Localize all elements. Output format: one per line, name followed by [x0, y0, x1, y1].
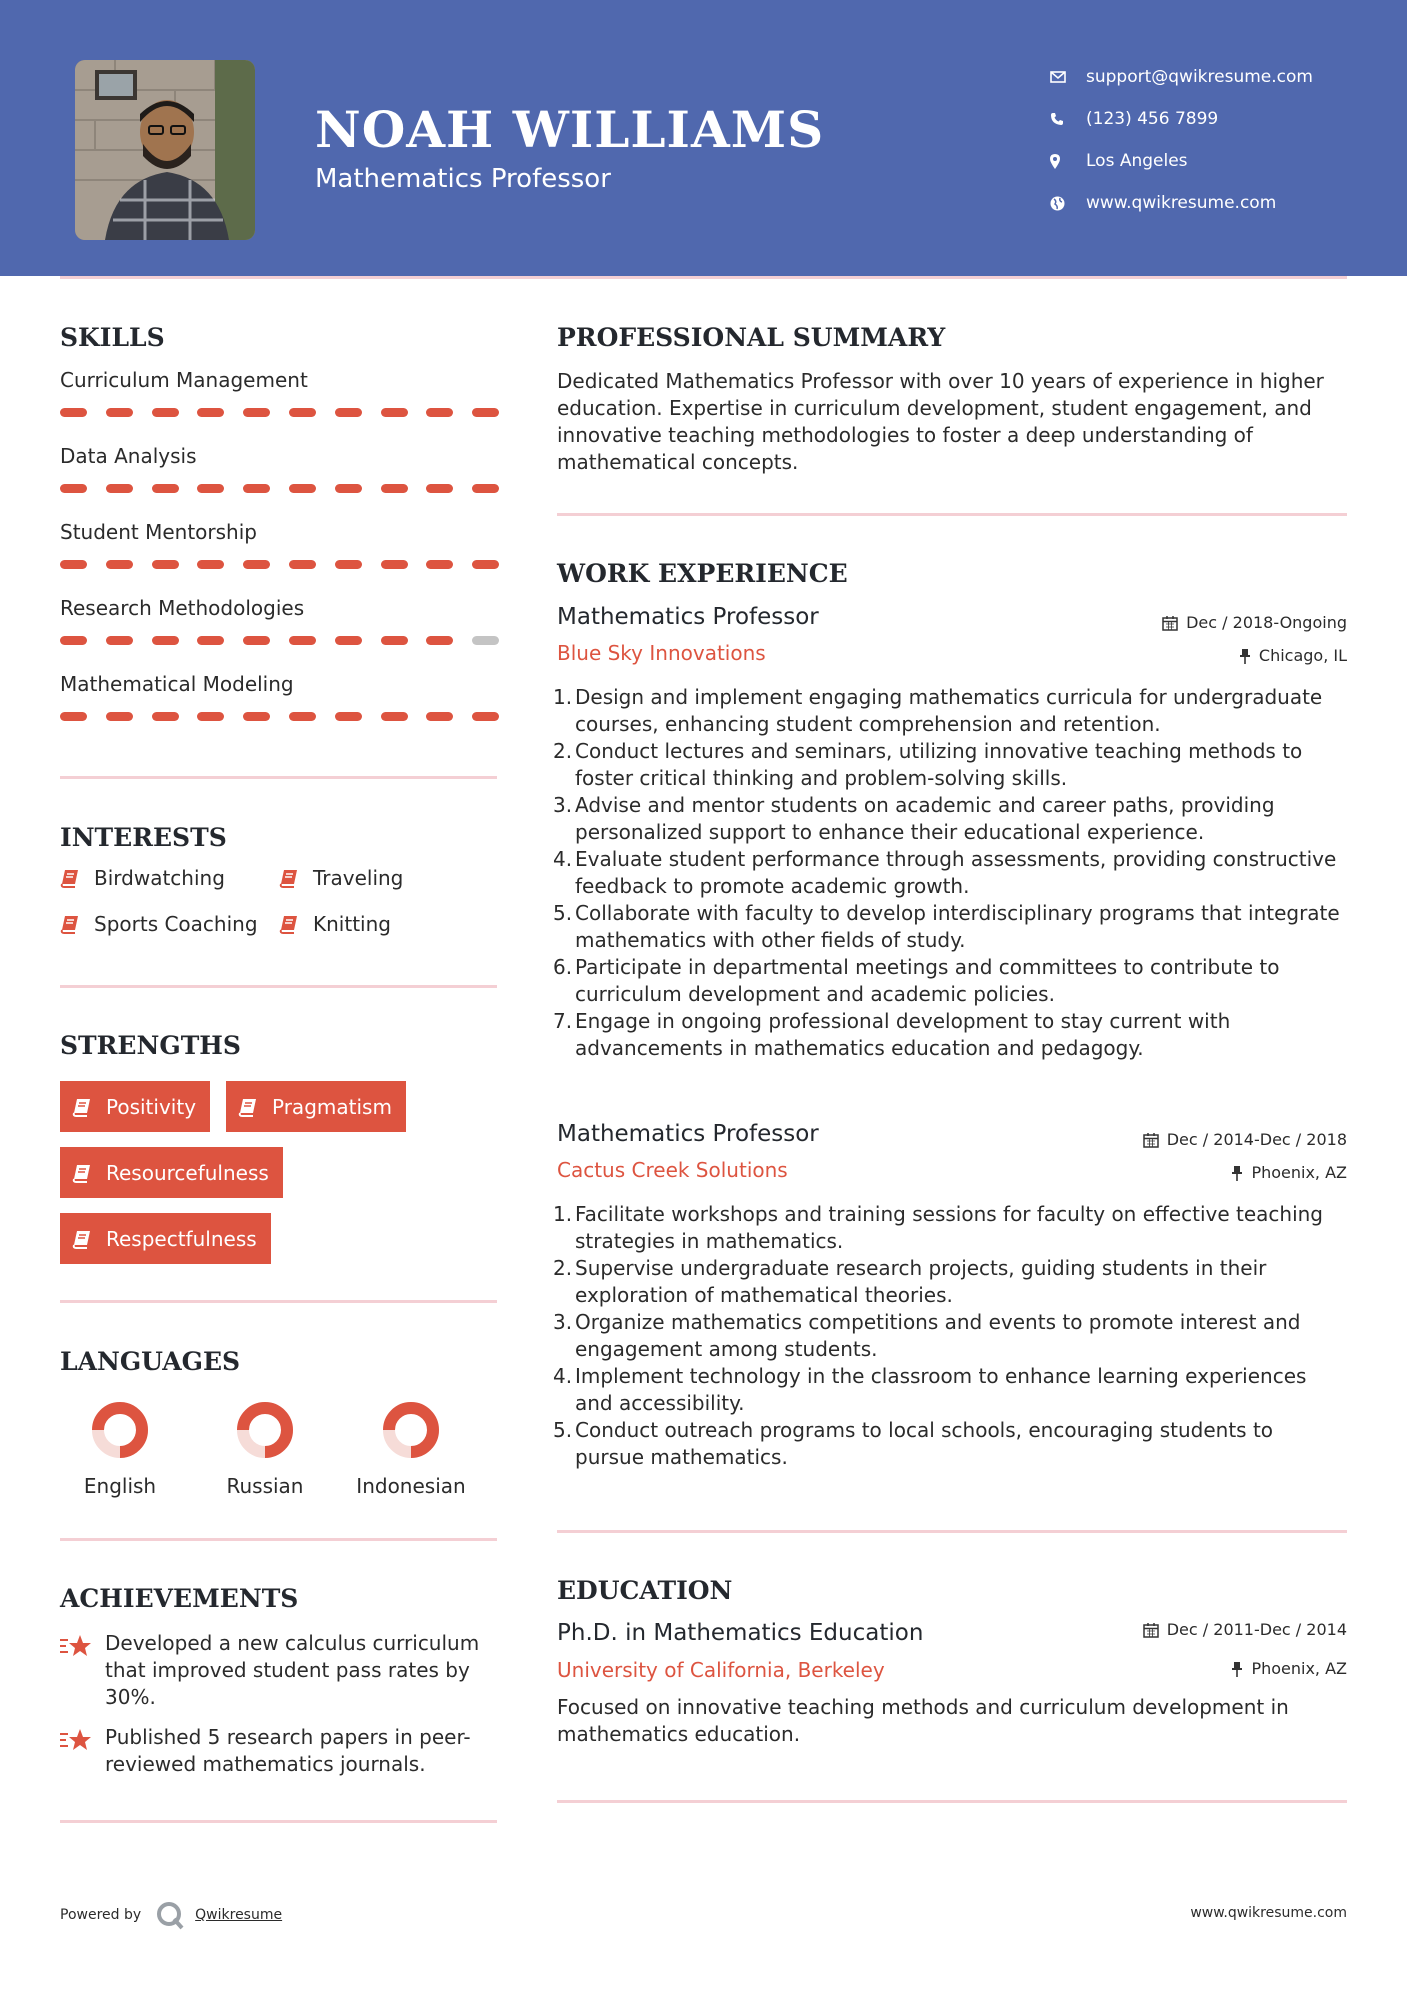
- skill-dash-filled: [335, 560, 362, 569]
- star-icon: [60, 1630, 105, 1711]
- contact-email[interactable]: [1050, 56, 1313, 98]
- contact-phone[interactable]: [1050, 98, 1313, 140]
- skill-dash-filled: [426, 560, 453, 569]
- skill-dash-filled: [60, 636, 87, 645]
- skill-dash-filled: [106, 712, 133, 721]
- language-level-ring: [88, 1398, 152, 1462]
- contact-location: [1050, 140, 1313, 182]
- contact-location-text: Los Angeles: [1086, 151, 1188, 171]
- list-item: Collaborate with faculty to develop interdisciplinary programs that integrate mathematics with other fields of study.: [575, 901, 1340, 952]
- skill-dash-filled: [289, 560, 316, 569]
- skill-dash-filled: [243, 408, 270, 417]
- skill-dash-filled: [243, 560, 270, 569]
- interest-item: [279, 912, 391, 936]
- skill-name: Mathematical Modeling: [60, 672, 294, 696]
- achievement-text: Published 5 research papers in peer-reviewed mathematics journals.: [105, 1725, 471, 1776]
- language-level-ring: [379, 1398, 443, 1462]
- skill-dash-filled: [60, 712, 87, 721]
- globe-icon: [1050, 196, 1086, 211]
- achievement-item: [60, 1630, 500, 1711]
- list-item: Organize mathematics competitions and events to promote interest and engagement among students.: [575, 1310, 1301, 1361]
- contact-website[interactable]: [1050, 182, 1313, 224]
- skill-dash-filled: [152, 560, 179, 569]
- strength-label: Respectfulness: [106, 1226, 257, 1251]
- skill-dash-filled: [335, 636, 362, 645]
- interest-item: [60, 866, 225, 890]
- pin-icon: [1231, 1165, 1243, 1181]
- list-item: Implement technology in the classroom to enhance learning experiences and accessibility.: [575, 1364, 1307, 1415]
- phone-icon: [1050, 112, 1086, 126]
- contact-website-text: www.qwikresume.com: [1086, 193, 1277, 213]
- skill-dash-filled: [60, 560, 87, 569]
- qwikresume-logo-icon: [155, 1900, 185, 1930]
- skill-dash-filled: [243, 712, 270, 721]
- skill-dash-filled: [106, 560, 133, 569]
- language-name: English: [83, 1474, 157, 1498]
- section-divider: [557, 1530, 1347, 1533]
- job-title: Mathematics Professor: [557, 1121, 819, 1147]
- summary-title: PROFESSIONAL SUMMARY: [557, 323, 946, 352]
- skill-rating: [60, 636, 500, 645]
- book-icon: [60, 868, 94, 888]
- skill-dash-filled: [289, 484, 316, 493]
- interest-item: [279, 866, 403, 890]
- education-description: Focused on innovative teaching methods and curriculum development in mathematics education.: [557, 1695, 1289, 1746]
- list-item: Conduct lectures and seminars, utilizing innovative teaching methods to foster critical thinking and problem-solving skills.: [575, 739, 1303, 790]
- skill-dash-filled: [289, 712, 316, 721]
- languages-title: LANGUAGES: [60, 1347, 241, 1376]
- job-location: [1239, 646, 1347, 665]
- skill-dash-filled: [197, 636, 224, 645]
- skills-title: SKILLS: [60, 323, 165, 352]
- skill-name: Data Analysis: [60, 444, 197, 468]
- skill-dash-filled: [152, 712, 179, 721]
- language-name: Indonesian: [356, 1474, 466, 1498]
- job-date-text: Dec / 2014-Dec / 2018: [1166, 1130, 1347, 1149]
- skill-dash-filled: [243, 636, 270, 645]
- skill-item: [60, 444, 500, 472]
- skill-dash-filled: [381, 484, 408, 493]
- strength-tag: [60, 1081, 210, 1132]
- section-divider: [60, 776, 497, 779]
- skill-dash-filled: [197, 484, 224, 493]
- candidate-role: Mathematics Professor: [315, 164, 611, 194]
- contact-list: [1050, 56, 1313, 224]
- job-date: [1162, 613, 1347, 632]
- skill-name: Research Methodologies: [60, 596, 305, 620]
- skill-dash-filled: [106, 636, 133, 645]
- language-name: Russian: [226, 1474, 304, 1498]
- education-school: University of California, Berkeley: [557, 1658, 885, 1682]
- book-icon: [72, 1229, 106, 1249]
- strength-label: Resourcefulness: [106, 1160, 269, 1185]
- envelope-icon: [1050, 71, 1086, 83]
- list-item: Supervise undergraduate research projects, guiding students in their exploration of mathematical theories.: [575, 1256, 1267, 1307]
- section-divider: [60, 1820, 497, 1823]
- footer-branding: [60, 1900, 282, 1930]
- strengths-title: STRENGTHS: [60, 1031, 241, 1060]
- calendar-icon: [1143, 1622, 1159, 1638]
- skill-dash-filled: [426, 712, 453, 721]
- book-icon: [60, 914, 94, 934]
- job-responsibilities: [557, 684, 1347, 1062]
- skill-dash-filled: [289, 408, 316, 417]
- list-item: Engage in ongoing professional development to stay current with advancements in mathematics education and pedagogy.: [575, 1009, 1231, 1060]
- list-item: Evaluate student performance through assessments, providing constructive feedback to promote academic growth.: [575, 847, 1337, 898]
- candidate-name: NOAH WILLIAMS: [315, 100, 825, 159]
- skill-rating: [60, 484, 500, 493]
- job-location-text: Chicago, IL: [1258, 646, 1347, 665]
- list-item: Design and implement engaging mathematics curricula for undergraduate courses, enhancing student comprehension and retention.: [575, 685, 1323, 736]
- job-date-text: Dec / 2018-Ongoing: [1186, 613, 1347, 632]
- achievement-item: [60, 1724, 500, 1778]
- skill-dash-filled: [289, 636, 316, 645]
- job-company: Cactus Creek Solutions: [557, 1158, 788, 1182]
- interests-title: INTERESTS: [60, 823, 227, 852]
- interest-label: Knitting: [313, 912, 391, 936]
- interest-item: [60, 912, 258, 936]
- education-degree: Ph.D. in Mathematics Education: [557, 1620, 924, 1646]
- interest-label: Traveling: [313, 866, 404, 890]
- skill-dash-filled: [472, 712, 499, 721]
- skill-dash-filled: [335, 484, 362, 493]
- calendar-icon: [1162, 615, 1178, 631]
- book-icon: [279, 868, 313, 888]
- skill-dash-filled: [60, 408, 87, 417]
- skill-dash-filled: [381, 408, 408, 417]
- skill-item: [60, 596, 500, 624]
- strength-label: Pragmatism: [272, 1094, 392, 1119]
- skill-dash-filled: [152, 636, 179, 645]
- skill-item: [60, 368, 500, 396]
- section-divider: [60, 1538, 497, 1541]
- book-icon: [72, 1097, 106, 1117]
- skill-dash-filled: [197, 408, 224, 417]
- achievements-title: ACHIEVEMENTS: [60, 1584, 299, 1613]
- education-location: [1231, 1659, 1347, 1678]
- footer-website[interactable]: www.qwikresume.com: [1190, 1905, 1347, 1921]
- list-item: Facilitate workshops and training sessions for faculty on effective teaching strategies in mathematics.: [575, 1202, 1323, 1253]
- skill-dash-filled: [381, 712, 408, 721]
- section-divider: [60, 985, 497, 988]
- job-location-text: Phoenix, AZ: [1251, 1163, 1347, 1182]
- calendar-icon: [1143, 1132, 1159, 1148]
- pin-icon: [1231, 1661, 1243, 1677]
- language-level-ring: [233, 1398, 297, 1462]
- section-divider: [60, 1300, 497, 1303]
- job-date: [1143, 1130, 1347, 1149]
- skill-dash-filled: [335, 408, 362, 417]
- language-item: [50, 1398, 190, 1498]
- skill-dash-filled: [152, 484, 179, 493]
- section-divider: [557, 513, 1347, 516]
- list-item: Participate in departmental meetings and committees to contribute to curriculum development and academic policies.: [575, 955, 1280, 1006]
- skill-dash-filled: [197, 712, 224, 721]
- resume-header: [0, 0, 1407, 276]
- summary-text: Dedicated Mathematics Professor with over 10 years of experience in higher education. Expertise in curriculum development, student engagement, and innovative teaching methodologies to foster a deep understanding of mathematical concepts.: [557, 369, 1324, 474]
- education-date: [1143, 1620, 1347, 1639]
- skill-dash-filled: [472, 408, 499, 417]
- skill-dash-filled: [152, 408, 179, 417]
- header-divider: [60, 276, 1347, 279]
- strength-tag: [60, 1213, 271, 1264]
- contact-email-text: support@qwikresume.com: [1086, 67, 1313, 87]
- skill-dash-filled: [381, 636, 408, 645]
- book-icon: [279, 914, 313, 934]
- skill-item: [60, 520, 500, 548]
- powered-by-label: Powered by: [60, 1907, 142, 1923]
- skill-name: Student Mentorship: [60, 520, 257, 544]
- strength-tag: [60, 1147, 283, 1198]
- list-item: Conduct outreach programs to local schools, encouraging students to pursue mathematics.: [575, 1418, 1274, 1469]
- skill-item: [60, 672, 500, 700]
- pin-icon: [1239, 648, 1251, 664]
- section-divider: [557, 1800, 1347, 1803]
- job-location: [1231, 1163, 1347, 1182]
- education-date-text: Dec / 2011-Dec / 2014: [1166, 1620, 1347, 1639]
- skill-dash-empty: [472, 636, 499, 645]
- job-responsibilities: [557, 1201, 1347, 1471]
- interest-label: Birdwatching: [94, 866, 225, 890]
- contact-phone-text: (123) 456 7899: [1086, 109, 1219, 129]
- education-location-text: Phoenix, AZ: [1251, 1659, 1347, 1678]
- skill-dash-filled: [426, 484, 453, 493]
- skill-rating: [60, 560, 500, 569]
- skill-dash-filled: [60, 484, 87, 493]
- book-icon: [238, 1097, 272, 1117]
- skill-dash-filled: [197, 560, 224, 569]
- language-item: [195, 1398, 335, 1498]
- skill-dash-filled: [472, 560, 499, 569]
- map-marker-icon: [1050, 154, 1086, 169]
- interest-label: Sports Coaching: [94, 912, 258, 936]
- education-title: EDUCATION: [557, 1576, 733, 1605]
- skill-dash-filled: [472, 484, 499, 493]
- strength-label: Positivity: [106, 1094, 197, 1119]
- star-icon: [60, 1724, 105, 1778]
- skill-dash-filled: [243, 484, 270, 493]
- skill-dash-filled: [426, 408, 453, 417]
- strength-tag: [226, 1081, 406, 1132]
- skill-rating: [60, 408, 500, 417]
- language-item: [341, 1398, 481, 1498]
- profile-photo: [75, 60, 255, 240]
- skill-dash-filled: [106, 484, 133, 493]
- job-title: Mathematics Professor: [557, 604, 819, 630]
- work-title: WORK EXPERIENCE: [557, 559, 848, 588]
- list-item: Advise and mentor students on academic and career paths, providing personalized support to enhance their educational experience.: [575, 793, 1275, 844]
- qwikresume-link[interactable]: Qwikresume: [195, 1907, 283, 1923]
- skill-dash-filled: [335, 712, 362, 721]
- skill-dash-filled: [381, 560, 408, 569]
- book-icon: [72, 1163, 106, 1183]
- skill-rating: [60, 712, 500, 721]
- skill-dash-filled: [426, 636, 453, 645]
- skill-dash-filled: [106, 408, 133, 417]
- achievement-text: Developed a new calculus curriculum that improved student pass rates by 30%.: [105, 1631, 480, 1709]
- job-company: Blue Sky Innovations: [557, 641, 766, 665]
- skill-name: Curriculum Management: [60, 368, 308, 392]
